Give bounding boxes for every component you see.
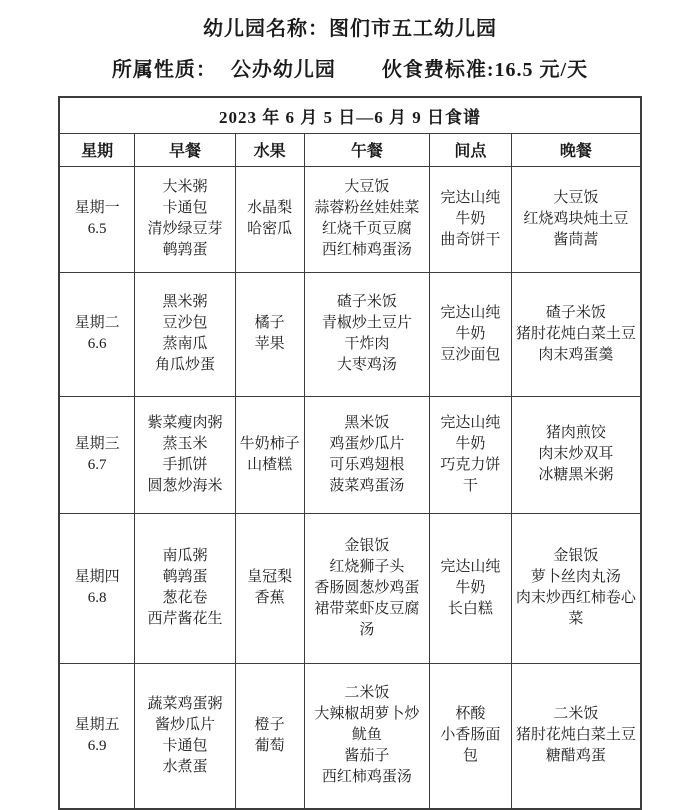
dish-item: 肉末炒双耳 bbox=[538, 446, 614, 462]
dish-item: 金银饭 bbox=[553, 548, 599, 564]
dish-item: 猪肘花炖白菜土豆 bbox=[515, 325, 636, 342]
date-label: 6.8 bbox=[87, 590, 107, 606]
dish-item: 黑米饭 bbox=[344, 414, 390, 431]
fruit-cell bbox=[235, 272, 304, 396]
dinner-cell bbox=[511, 272, 641, 396]
dish-item: 肉末炒西红柿卷心菜 bbox=[515, 590, 636, 627]
dish-item: 巧克力饼干 bbox=[440, 456, 501, 494]
dish-item: 牛奶柿子 bbox=[239, 435, 300, 452]
document-subtitle-line bbox=[0, 53, 700, 82]
dish-item: 酱茄子 bbox=[344, 748, 390, 765]
dish-item: 红烧千页豆腐 bbox=[321, 221, 412, 237]
dish-item: 裙带菜虾皮豆腐汤 bbox=[314, 600, 420, 638]
column-header-5: 晚餐 bbox=[511, 133, 641, 166]
dish-item: 大辣椒胡萝卜炒鱿鱼 bbox=[314, 706, 420, 744]
dish-item: 肉末鸡蛋羹 bbox=[538, 346, 614, 363]
menu-week-title: 2023 年 6 月 5 日—6 月 9 日食谱 bbox=[59, 97, 641, 133]
dish-item: 鹌鹑蛋 bbox=[162, 569, 208, 585]
dish-item: 圆葱炒海米 bbox=[147, 477, 223, 494]
dish-item: 完达山纯牛奶 bbox=[440, 304, 501, 342]
breakfast-cell bbox=[135, 166, 236, 272]
dish-item: 干炸肉 bbox=[344, 336, 390, 352]
dish-item: 豆沙面包 bbox=[440, 346, 501, 363]
snack-cell bbox=[430, 272, 511, 396]
dish-item: 哈密瓜 bbox=[247, 221, 293, 237]
dish-item: 长白糕 bbox=[447, 600, 493, 617]
breakfast-cell bbox=[135, 396, 236, 513]
dish-item: 酱茼蒿 bbox=[553, 231, 599, 248]
dish-item: 蒸玉米 bbox=[162, 435, 208, 452]
menu-row bbox=[59, 513, 641, 663]
date-label: 6.5 bbox=[87, 221, 107, 237]
snack-cell bbox=[430, 513, 511, 663]
menu-row bbox=[59, 663, 641, 809]
dish-item: 碴子米饭 bbox=[545, 304, 606, 321]
snack-cell bbox=[430, 663, 511, 809]
day-cell bbox=[59, 272, 135, 396]
dish-item: 葡萄 bbox=[254, 737, 285, 754]
dish-item: 冰糖黑米粥 bbox=[538, 467, 614, 483]
fruit-cell bbox=[235, 166, 304, 272]
dinner-cell bbox=[511, 513, 641, 663]
lunch-cell bbox=[304, 272, 430, 396]
dish-item: 苹果 bbox=[254, 336, 285, 352]
fruit-cell bbox=[235, 513, 304, 663]
lunch-cell bbox=[304, 663, 430, 809]
ownership-value: 公办幼儿园 bbox=[230, 59, 336, 81]
dish-item: 猪肘花炖白菜土豆 bbox=[515, 727, 636, 744]
date-label: 6.6 bbox=[87, 336, 107, 352]
dish-item: 黑米粥 bbox=[162, 294, 208, 310]
dish-item: 红烧狮子头 bbox=[329, 558, 405, 575]
dish-item: 豆沙包 bbox=[162, 315, 208, 331]
weekly-menu-table bbox=[58, 96, 642, 810]
day-cell bbox=[59, 166, 135, 272]
dish-item: 西芹酱花生 bbox=[147, 611, 223, 627]
dish-item: 金银饭 bbox=[344, 537, 390, 554]
dish-item: 葱花卷 bbox=[162, 590, 208, 606]
fruit-cell bbox=[235, 396, 304, 513]
dinner-cell bbox=[511, 166, 641, 272]
dish-item: 角瓜炒蛋 bbox=[154, 357, 215, 373]
dish-item: 完达山纯牛奶 bbox=[440, 558, 501, 596]
dish-item: 蒸南瓜 bbox=[162, 336, 208, 352]
snack-cell bbox=[430, 396, 511, 513]
dish-item: 可乐鸡翅根 bbox=[329, 456, 405, 473]
weekday-label: 星期五 bbox=[74, 716, 120, 733]
dish-item: 水煮蛋 bbox=[162, 758, 208, 775]
dish-item: 手抓饼 bbox=[162, 456, 208, 473]
dish-item: 大米粥 bbox=[162, 179, 208, 195]
dish-item: 完达山纯牛奶 bbox=[440, 189, 501, 227]
dish-item: 山楂糕 bbox=[247, 456, 293, 473]
day-cell bbox=[59, 396, 135, 513]
table-title-row bbox=[59, 97, 641, 133]
snack-cell bbox=[430, 166, 511, 272]
lunch-cell bbox=[304, 513, 430, 663]
dish-item: 猪肉煎饺 bbox=[545, 425, 606, 441]
dish-item: 紫菜瘦肉粥 bbox=[147, 414, 223, 431]
dish-item: 大豆饭 bbox=[553, 189, 599, 206]
dish-item: 二米饭 bbox=[553, 706, 599, 723]
dish-item: 清炒绿豆芽 bbox=[147, 221, 223, 237]
dish-item: 香肠圆葱炒鸡蛋 bbox=[314, 579, 420, 596]
fruit-cell bbox=[235, 663, 304, 809]
dinner-cell bbox=[511, 396, 641, 513]
menu-body bbox=[59, 166, 641, 809]
menu-row bbox=[59, 272, 641, 396]
weekday-label: 星期四 bbox=[74, 569, 120, 585]
dish-item: 皇冠梨 bbox=[247, 569, 293, 585]
dish-item: 小香肠面包 bbox=[440, 727, 501, 765]
column-header-0: 星期 bbox=[59, 133, 135, 166]
dinner-cell bbox=[511, 663, 641, 809]
dish-item: 西红柿鸡蛋汤 bbox=[321, 769, 412, 786]
dish-item: 杯酸 bbox=[455, 706, 486, 723]
dish-item: 蔬菜鸡蛋粥 bbox=[147, 695, 223, 712]
dish-item: 橘子 bbox=[254, 315, 285, 331]
menu-row bbox=[59, 396, 641, 513]
day-cell bbox=[59, 663, 135, 809]
ownership-label: 所属性质： bbox=[111, 59, 217, 81]
dish-item: 南瓜粥 bbox=[162, 548, 208, 564]
meal-fee-standard: 伙食费标准:16.5 元/天 bbox=[381, 59, 589, 81]
weekday-label: 星期三 bbox=[74, 435, 120, 452]
column-header-1: 早餐 bbox=[135, 133, 236, 166]
breakfast-cell bbox=[135, 663, 236, 809]
breakfast-cell bbox=[135, 272, 236, 396]
column-header-3: 午餐 bbox=[304, 133, 430, 166]
dish-item: 红烧鸡块炖土豆 bbox=[523, 210, 629, 227]
lunch-cell bbox=[304, 396, 430, 513]
date-label: 6.7 bbox=[87, 456, 107, 473]
date-label: 6.9 bbox=[87, 737, 107, 754]
dish-item: 酱炒瓜片 bbox=[154, 716, 215, 733]
dish-item: 二米饭 bbox=[344, 685, 390, 702]
dish-item: 菠菜鸡蛋汤 bbox=[329, 477, 405, 494]
dish-item: 青椒炒土豆片 bbox=[321, 315, 412, 331]
menu-row bbox=[59, 166, 641, 272]
day-cell bbox=[59, 513, 135, 663]
weekday-label: 星期二 bbox=[74, 315, 120, 331]
dish-item: 完达山纯牛奶 bbox=[440, 414, 501, 452]
dish-item: 蒜蓉粉丝娃娃菜 bbox=[314, 200, 420, 216]
dish-item: 卡通包 bbox=[162, 200, 208, 216]
dish-item: 糖醋鸡蛋 bbox=[545, 748, 606, 765]
dish-item: 鹌鹑蛋 bbox=[162, 242, 208, 258]
dish-item: 鸡蛋炒瓜片 bbox=[329, 435, 405, 452]
dish-item: 曲奇饼干 bbox=[440, 231, 501, 248]
weekday-label: 星期一 bbox=[74, 200, 120, 216]
lunch-cell bbox=[304, 166, 430, 272]
dish-item: 香蕉 bbox=[254, 590, 285, 606]
dish-item: 卡通包 bbox=[162, 737, 208, 754]
dish-item: 大枣鸡汤 bbox=[336, 357, 397, 373]
breakfast-cell bbox=[135, 513, 236, 663]
dish-item: 橙子 bbox=[254, 716, 285, 733]
dish-item: 碴子米饭 bbox=[336, 294, 397, 310]
dish-item: 西红柿鸡蛋汤 bbox=[321, 242, 412, 258]
column-header-2: 水果 bbox=[235, 133, 304, 166]
dish-item: 萝卜丝肉丸汤 bbox=[530, 569, 621, 585]
kindergarten-name-line: 幼儿园名称：图们市五工幼儿园 bbox=[203, 18, 497, 40]
column-header-row bbox=[59, 133, 641, 166]
dish-item: 水晶梨 bbox=[247, 200, 293, 216]
column-header-4: 间点 bbox=[430, 133, 511, 166]
dish-item: 大豆饭 bbox=[344, 179, 390, 195]
